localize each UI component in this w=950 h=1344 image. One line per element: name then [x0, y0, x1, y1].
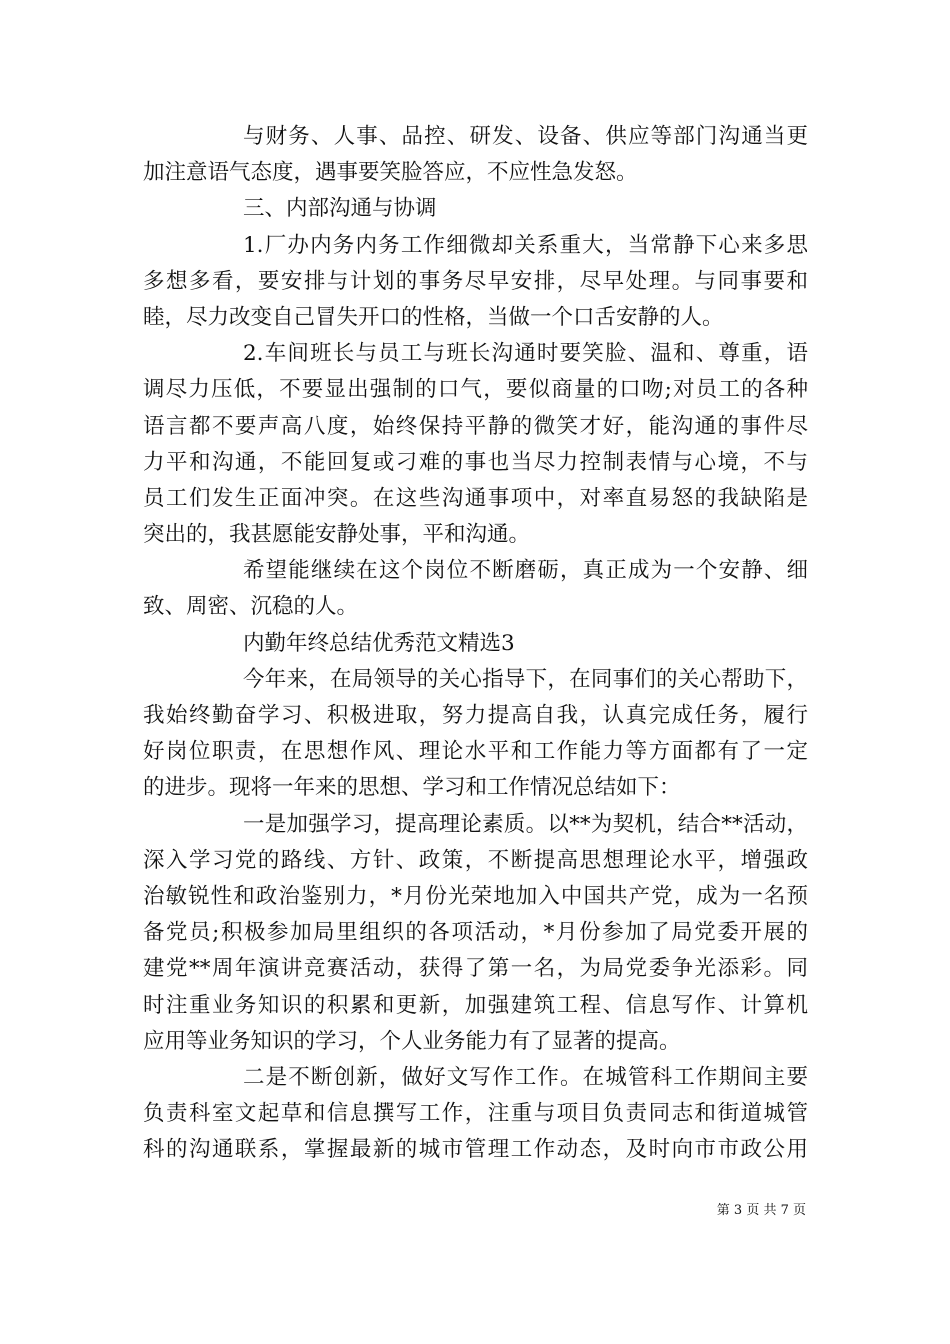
text-line: 突出的，我甚愿能安静处事，平和沟通。 — [143, 522, 531, 548]
text-line: 调尽力压低，不要显出强制的口气，要似商量的口吻;对员工的各种 — [143, 377, 808, 403]
text-line: 员工们发生正面冲突。在这些沟通事项中，对率直易怒的我缺陷是 — [143, 485, 808, 511]
text-line: 语言都不要声高八度，始终保持平静的微笑才好，能沟通的事件尽 — [143, 413, 808, 439]
text-line: 负责科室文起草和信息撰写工作，注重与项目负责同志和街道城管 — [143, 1101, 808, 1127]
text-line: 内勤年终总结优秀范文精选3 — [243, 630, 515, 656]
text-lines — [143, 119, 808, 1168]
text-line: 睦，尽力改变自己冒失开口的性格，当做一个口舌安静的人。 — [143, 304, 724, 330]
text-line: 2.车间班长与员工与班长沟通时要笑脸、温和、尊重，语 — [243, 341, 808, 367]
text-line: 力平和沟通，不能回复或刁难的事也当尽力控制表情与心境，不与 — [143, 449, 808, 475]
text-line: 好岗位职责，在思想作风、理论水平和工作能力等方面都有了一定 — [143, 739, 808, 765]
text-line: 希望能继续在这个岗位不断磨砺，真正成为一个安静、细 — [243, 558, 808, 584]
text-line: 今年来，在局领导的关心指导下，在同事们的关心帮助下， — [243, 666, 808, 692]
text-line: 1.厂办内务内务工作细微却关系重大，当常静下心来多思 — [243, 232, 808, 258]
text-line: 二是不断创新，做好文写作工作。在城管科工作期间主要 — [243, 1064, 808, 1090]
text-line: 加注意语气态度，遇事要笑脸答应，不应性急发怒。 — [143, 160, 638, 186]
text-line: 一是加强学习，提高理论素质。以**为契机，结合**活动， — [243, 811, 808, 837]
text-line: 与财务、人事、品控、研发、设备、供应等部门沟通当更 — [243, 124, 808, 149]
text-line: 三、内部沟通与协调 — [243, 196, 437, 222]
text-line: 致、周密、沉稳的人。 — [143, 594, 359, 620]
text-line: 深入学习党的路线、方针、政策，不断提高思想理论水平，增强政 — [143, 847, 808, 873]
text-line: 的进步。现将一年来的思想、学习和工作情况总结如下： — [143, 775, 681, 801]
text-line: 备党员;积极参加局里组织的各项活动，*月份参加了局党委开展的 — [143, 920, 808, 946]
text-line: 治敏锐性和政治鉴别力，*月份光荣地加入中国共产党，成为一名预 — [143, 883, 808, 909]
text-line: 时注重业务知识的积累和更新，加强建筑工程、信息写作、计算机 — [143, 992, 808, 1018]
text-line: 科的沟通联系，掌握最新的城市管理工作动态，及时向市市政公用 — [143, 1137, 808, 1163]
text-line: 应用等业务知识的学习，个人业务能力有了显著的提高。 — [143, 1028, 681, 1054]
document-body — [143, 119, 808, 1168]
page-number: 第 3 页 共 7 页 — [716, 1203, 806, 1218]
text-line: 我始终勤奋学习、积极进取，努力提高自我，认真完成任务，履行 — [143, 703, 808, 728]
text-line: 建党**周年演讲竞赛活动，获得了第一名，为局党委争光添彩。同 — [143, 956, 808, 982]
text-line: 多想多看，要安排与计划的事务尽早安排，尽早处理。与同事要和 — [143, 268, 808, 294]
